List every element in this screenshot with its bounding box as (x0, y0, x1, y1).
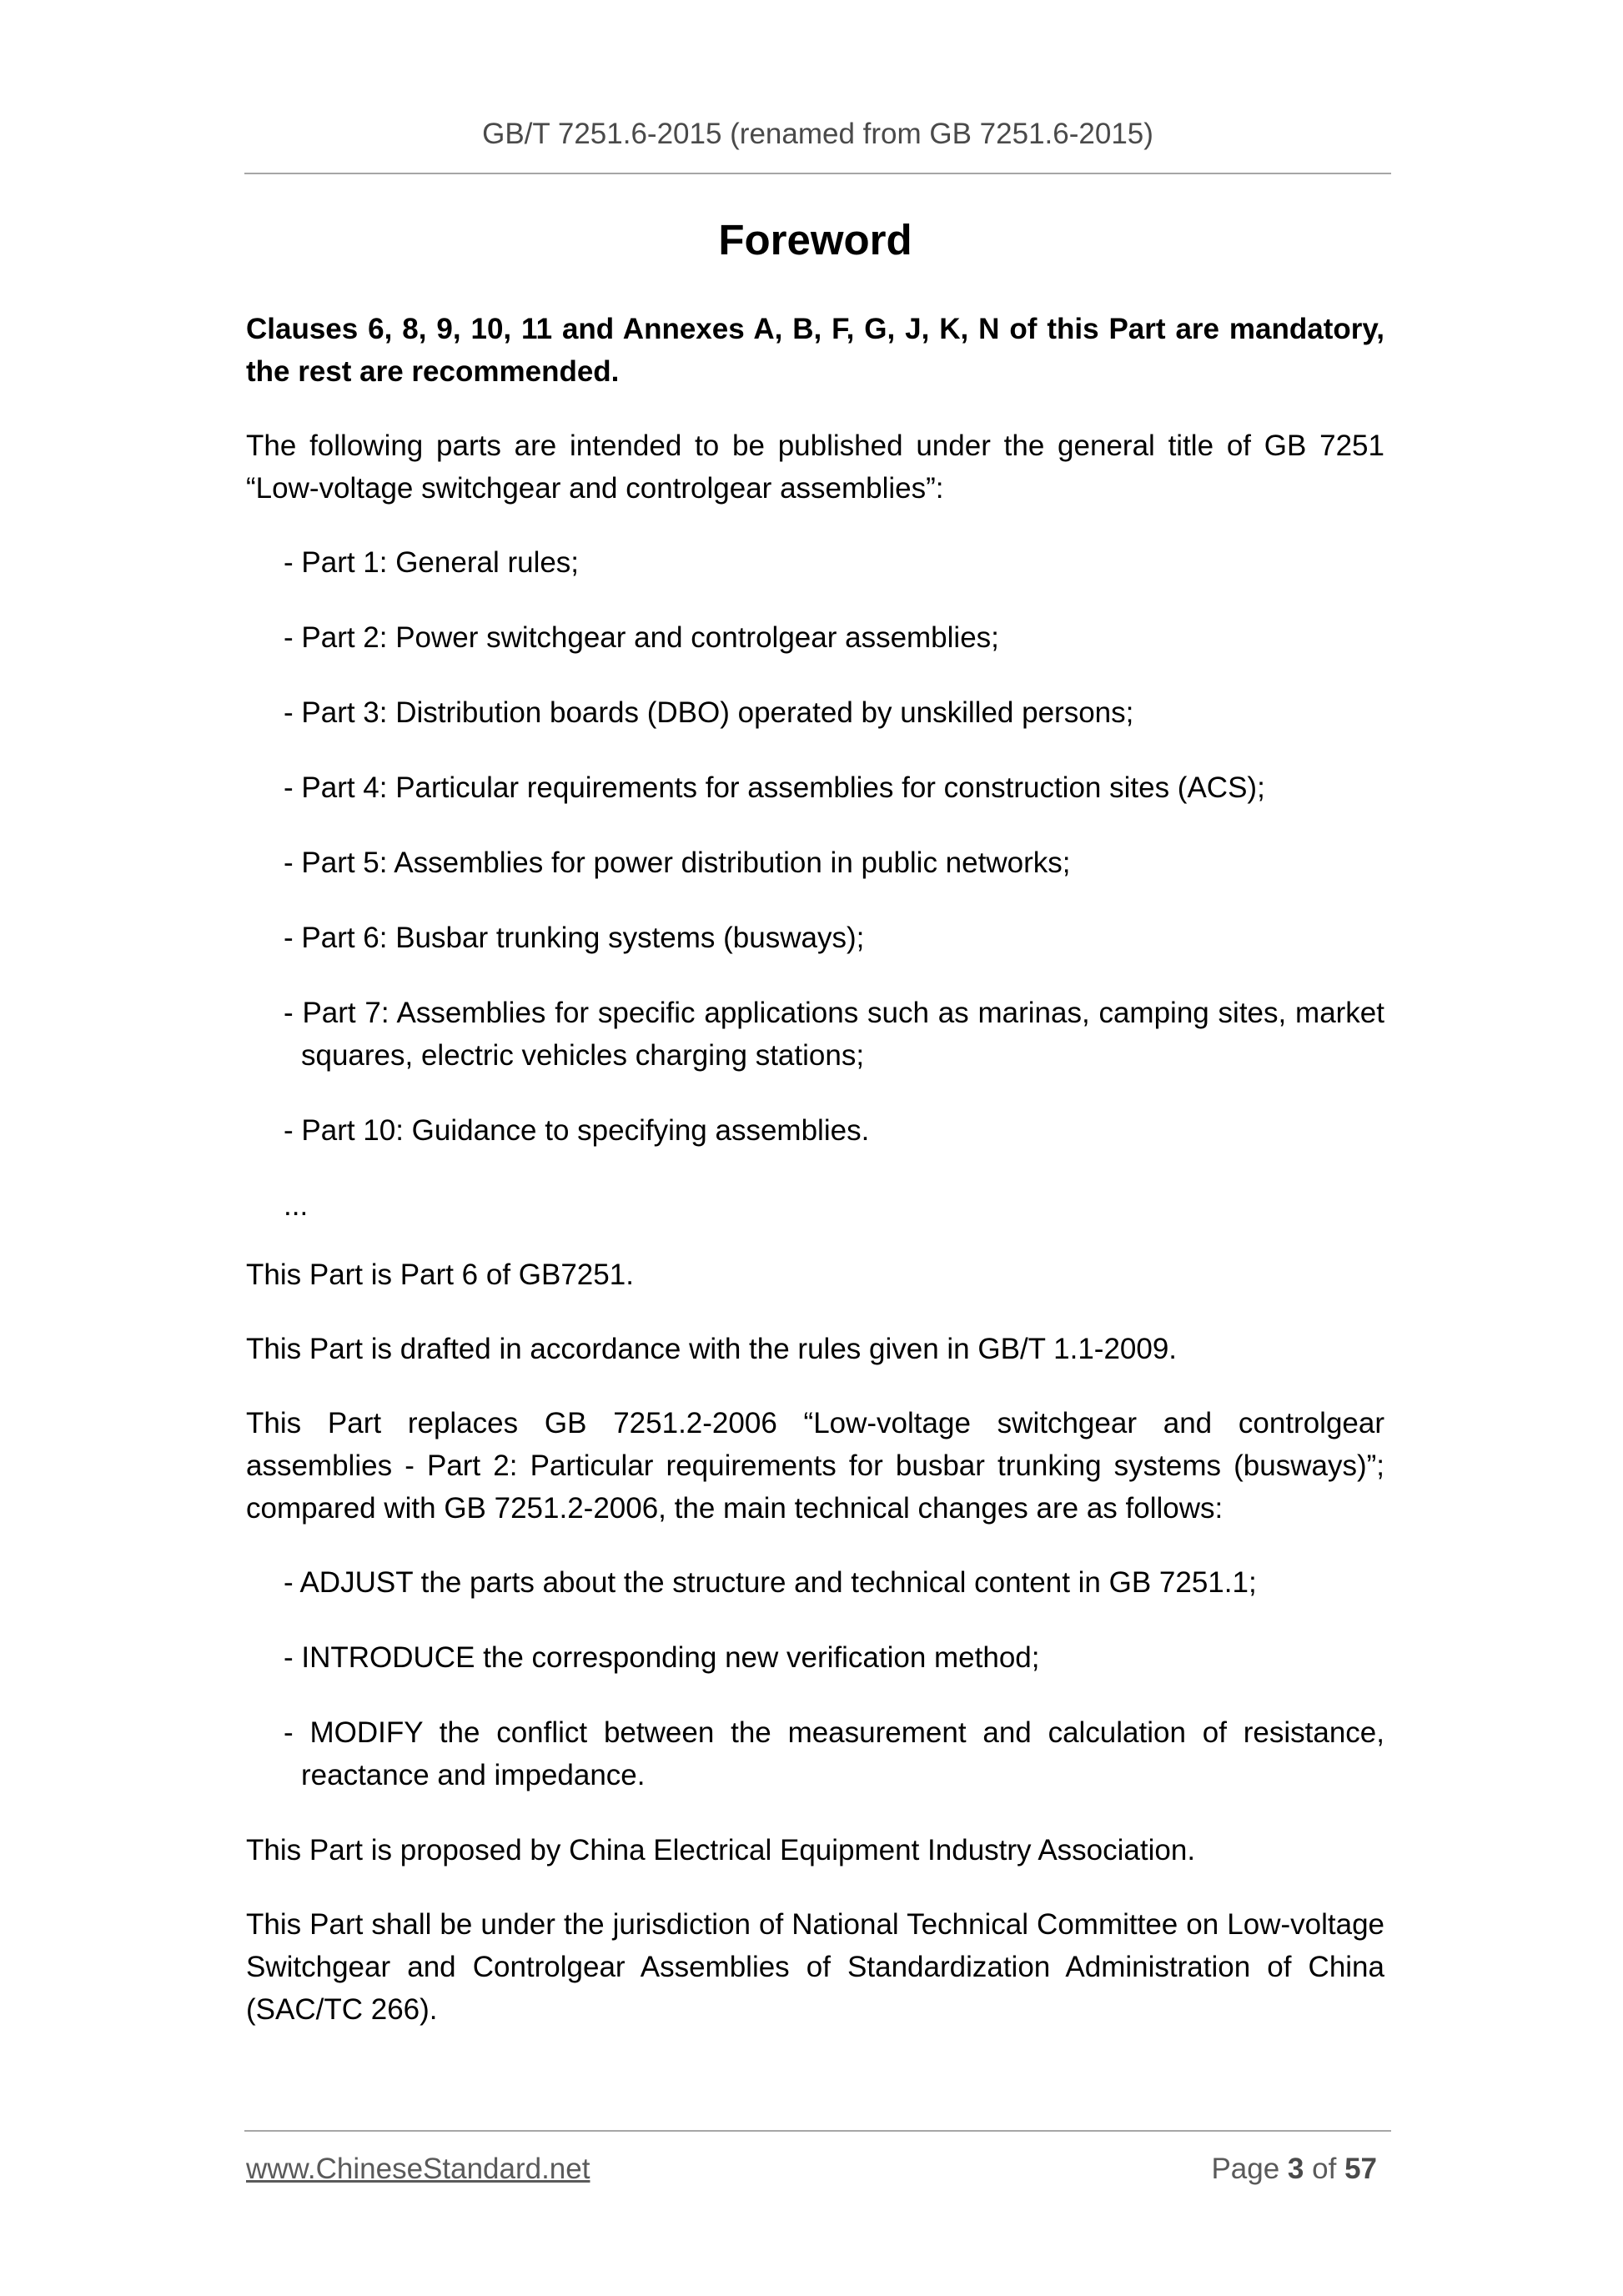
list-item: - Part 1: General rules; (284, 546, 580, 579)
changes-list (246, 1561, 1384, 1796)
list-item: - Part 3: Distribution boards (DBO) operated by unskilled persons; (284, 696, 1134, 729)
total-pages: 57 (1344, 2153, 1377, 2185)
list-ellipsis: ... (284, 1189, 309, 1222)
list-item: - INTRODUCE the corresponding new verification method; (284, 1641, 1040, 1674)
footer-divider (244, 2130, 1391, 2132)
website-link[interactable]: www.ChineseStandard.net (246, 2153, 590, 2185)
list-item: - Part 5: Assemblies for power distribution in public networks; (284, 847, 1071, 879)
proposed-statement: This Part is proposed by China Electrical Equipment Industry Association. (246, 1834, 1196, 1866)
list-item: - Part 10: Guidance to specifying assemblies. (284, 1114, 870, 1147)
mandatory-note: Clauses 6, 8, 9, 10, 11 and Annexes A, B, F, G, J, K, N of this Part are mandatory, the rest are recommended. (246, 313, 1384, 388)
list-item: - Part 7: Assemblies for specific applications such as marinas, camping sites, market squares, electric vehicles charging stations; (284, 997, 1384, 1072)
part-statement: This Part is Part 6 of GB7251. (246, 1259, 634, 1291)
list-item: - Part 2: Power switchgear and controlgear assemblies; (284, 621, 999, 654)
list-item: - Part 4: Particular requirements for assemblies for construction sites (ACS); (284, 771, 1265, 804)
replaces-statement: This Part replaces GB 7251.2-2006 “Low-voltage switchgear and controlgear assemblies - Part 2: Particular requirements for busbar trunking systems (busways)”; compared with GB 7251.2-2006, the main technical changes are as follows: (246, 1407, 1384, 1525)
header-divider (244, 173, 1391, 174)
jurisdiction-statement: This Part shall be under the jurisdiction of National Technical Committee on Low-voltage Switchgear and Controlgear Assemblies of Standardization Administration of China (SAC/TC 266). (246, 1908, 1384, 2026)
page-counter (1211, 2150, 1377, 2188)
page-body (246, 213, 1384, 2062)
of-label: of (1312, 2153, 1337, 2185)
list-item: - MODIFY the conflict between the measurement and calculation of resistance, reactance and impedance. (284, 1716, 1384, 1791)
drafting-statement: This Part is drafted in accordance with the rules given in GB/T 1.1-2009. (246, 1333, 1178, 1365)
page-label: Page (1211, 2153, 1280, 2185)
page-title: Foreword (718, 216, 912, 264)
parts-list (246, 541, 1384, 1227)
list-item: - Part 6: Busbar trunking systems (busways); (284, 922, 865, 954)
page-number: 3 (1287, 2153, 1304, 2185)
running-header: GB/T 7251.6-2015 (renamed from GB 7251.6-2015) (482, 118, 1153, 150)
list-item: - ADJUST the parts about the structure and technical content in GB 7251.1; (284, 1566, 1257, 1599)
intro-paragraph: The following parts are intended to be published under the general title of GB 7251 “Low-voltage switchgear and controlgear assemblies”: (246, 430, 1384, 505)
